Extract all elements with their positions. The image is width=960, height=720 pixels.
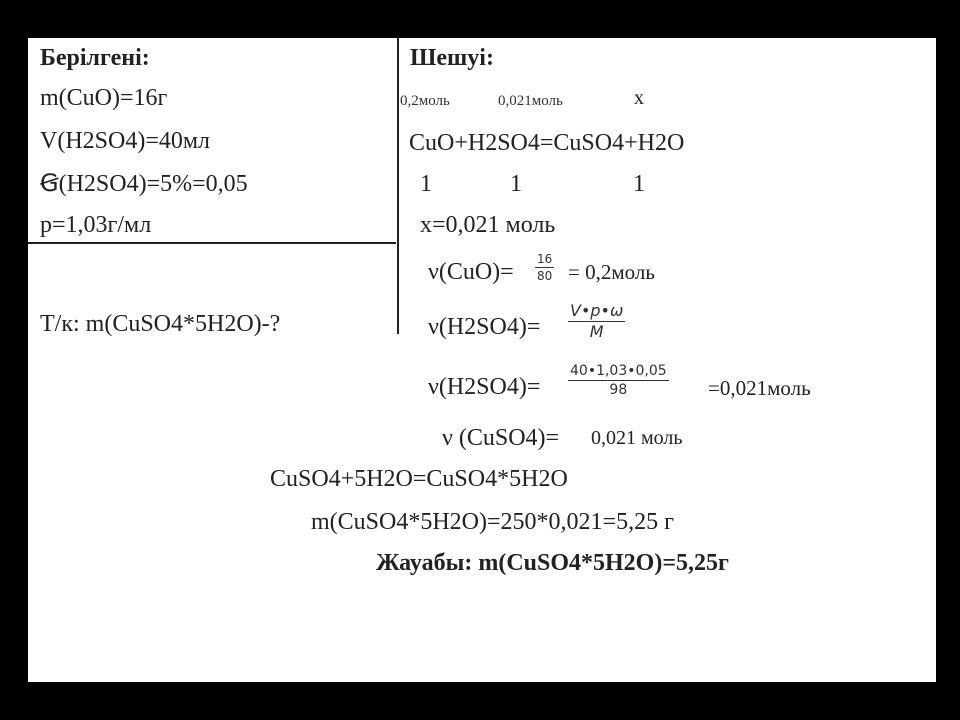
nu-h2so4-calc-lhs: ν(H2SO4)= — [428, 374, 541, 400]
find-line: Т/к: m(CuSO4*5H2O)-? — [40, 311, 281, 337]
reaction-equation-2: CuSO4+5H2O=CuSO4*5H2O — [270, 466, 568, 492]
nu-h2so4-formula-fraction — [568, 303, 625, 340]
nu-cuo-lhs: ν(CuO)= — [428, 259, 514, 285]
nu-cuo-result: = 0,2моль — [568, 260, 655, 284]
reaction-equation-1: CuO+H2SO4=CuSO4+H2O — [409, 130, 685, 156]
document-page — [28, 38, 936, 682]
nu-cuo-fraction — [535, 253, 554, 282]
horizontal-divider — [28, 242, 396, 244]
nu-h2so4-calc-fraction — [568, 364, 669, 397]
x-value-line: x=0,021 моль — [420, 212, 556, 238]
calc-numerator: 40•1,03•0,05 — [570, 363, 667, 379]
calc-denominator: 98 — [609, 382, 628, 398]
nu-cuo-numerator: 16 — [537, 252, 553, 266]
formula-denominator: M — [589, 322, 604, 341]
given-heading: Берілгені: — [40, 45, 150, 71]
formula-numerator: V•p•ω — [570, 301, 624, 320]
solution-heading: Шешуі: — [410, 45, 494, 71]
coefficient-cuo: 1 — [420, 171, 432, 197]
coefficient-cuso4: 1 — [633, 171, 645, 197]
given-line-volume: V(H2SO4)=40мл — [40, 128, 211, 154]
unknown-x-label: x — [634, 87, 644, 109]
nu-cuso4-result: 0,021 моль — [591, 427, 683, 449]
moles-cuo-label: 0,2моль — [400, 93, 450, 109]
moles-h2so4-label: 0,021моль — [498, 93, 563, 109]
given-line-fraction: Ꞡ(H2SO4)=5%=0,05 — [40, 171, 248, 197]
nu-cuso4-lhs: ν (CuSO4)= — [442, 425, 560, 451]
answer-line: Жауабы: m(CuSO4*5H2O)=5,25г — [376, 550, 729, 576]
given-line-mass: m(CuO)=16г — [40, 85, 168, 111]
given-line-density: p=1,03г/мл — [40, 212, 152, 238]
nu-h2so4-formula-lhs: ν(H2SO4)= — [428, 314, 541, 340]
mass-calculation: m(CuSO4*5H2O)=250*0,021=5,25 г — [311, 509, 674, 535]
nu-h2so4-calc-result: =0,021моль — [708, 376, 811, 400]
nu-cuo-denominator: 80 — [537, 269, 553, 283]
vertical-divider — [397, 38, 399, 334]
coefficient-h2so4: 1 — [510, 171, 522, 197]
